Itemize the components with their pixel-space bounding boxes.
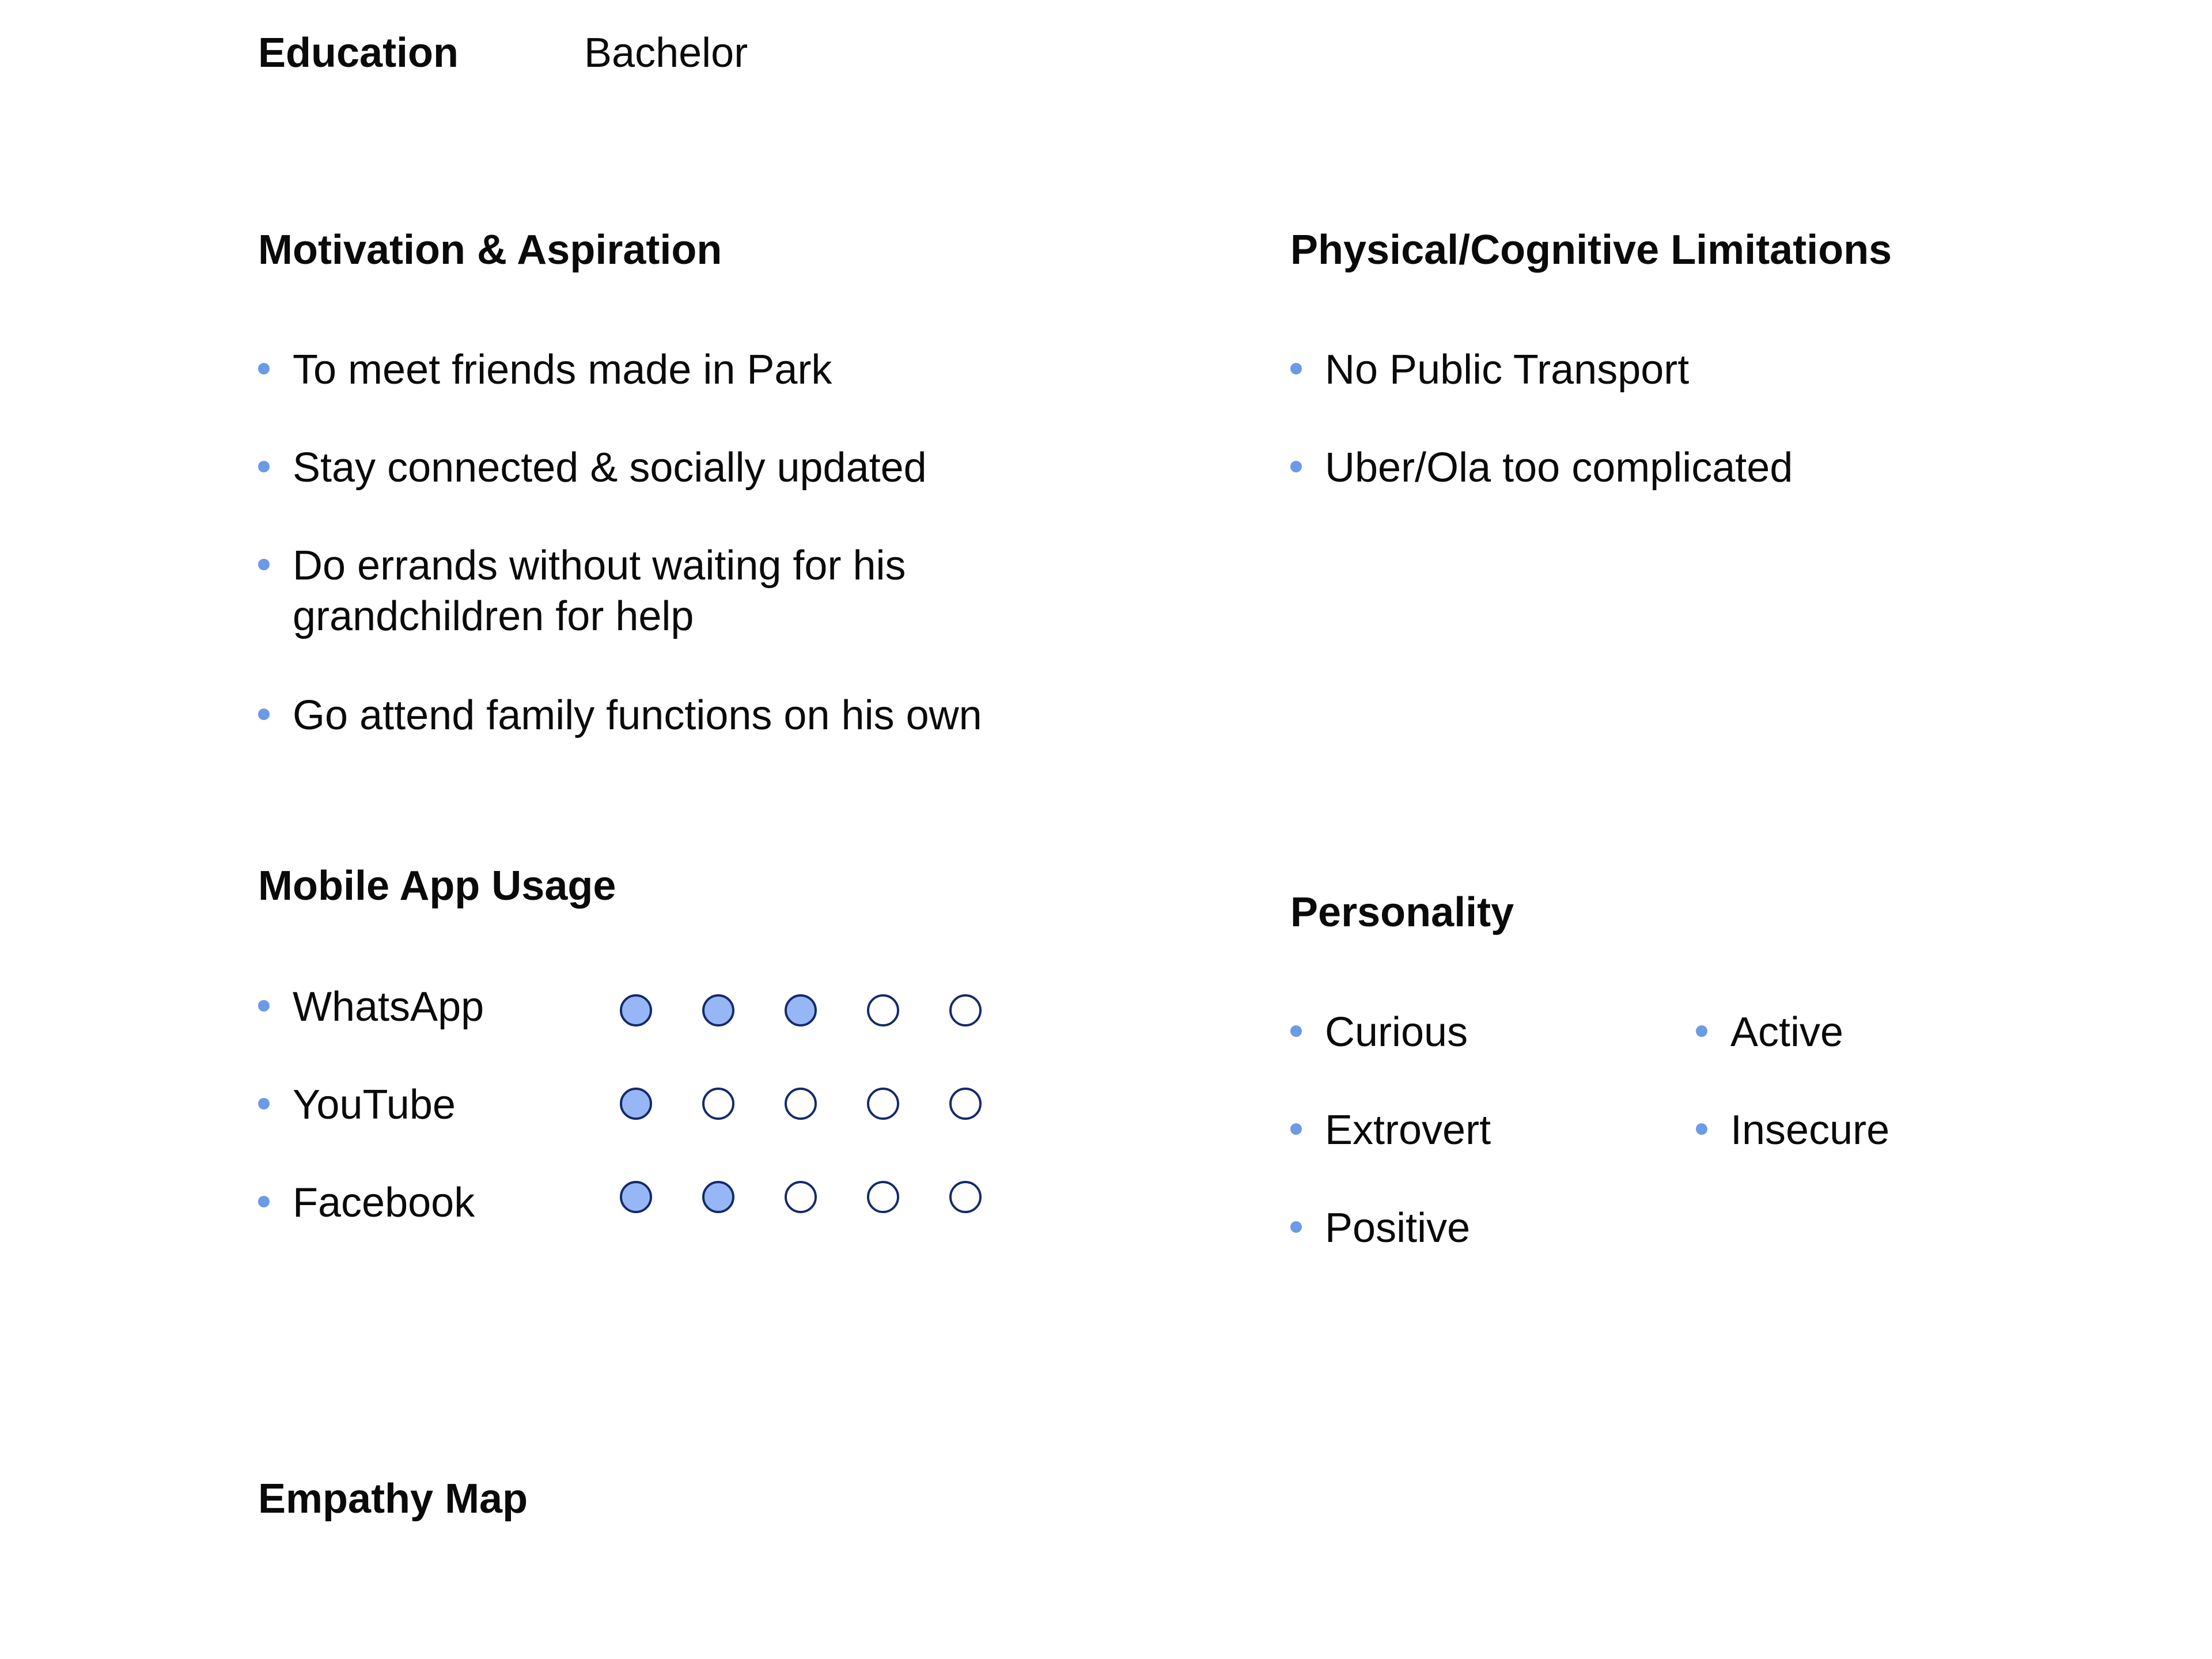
personality-trait [1290, 1203, 1470, 1253]
app-name: YouTube [293, 1082, 456, 1128]
app-usage-item [258, 982, 484, 1032]
rating-dot-filled [702, 994, 734, 1027]
rating-dot-filled [620, 994, 652, 1027]
personality-trait [1290, 1007, 1468, 1058]
motivation-item-text: Do errands without waiting for his [293, 543, 906, 589]
rating-dot-filled [785, 994, 817, 1027]
usage-rating [620, 994, 988, 1031]
personality-trait [1696, 1105, 1889, 1156]
bullet-icon [258, 1196, 270, 1207]
rating-dot-filled [620, 1088, 652, 1120]
usage-rating [620, 1088, 988, 1124]
limitations-item-text: No Public Transport [1325, 347, 1690, 393]
bullet-icon [258, 363, 270, 374]
bullet-icon [258, 709, 270, 720]
motivation-item-text: Go attend family functions on his own [293, 692, 982, 738]
rating-dot-empty [949, 994, 982, 1027]
limitations-title: Physical/Cognitive Limitations [1290, 227, 1892, 273]
personality-trait-text: Extrovert [1325, 1107, 1491, 1153]
rating-dot-empty [702, 1088, 734, 1120]
personality-trait-text: Active [1730, 1009, 1844, 1055]
bullet-icon [1290, 1025, 1302, 1037]
app-name: WhatsApp [293, 984, 484, 1030]
personality-trait-text: Curious [1325, 1009, 1468, 1055]
personality-trait [1290, 1105, 1491, 1156]
bullet-icon [1290, 363, 1302, 374]
motivation-item [258, 442, 927, 493]
motivation-item-text: Stay connected & socially updated [293, 445, 927, 491]
motivation-item-text: grandchildren for help [293, 593, 694, 639]
limitations-item-text: Uber/Ola too complicated [1325, 445, 1793, 491]
personality-title: Personality [1290, 889, 1514, 935]
rating-dot-empty [867, 994, 899, 1027]
usage-rating [620, 1181, 988, 1218]
motivation-item-text: To meet friends made in Park [293, 347, 832, 393]
motivation-item [258, 690, 982, 741]
rating-dot-empty [949, 1088, 982, 1120]
rating-dot-empty [785, 1088, 817, 1120]
bullet-icon [1696, 1123, 1707, 1135]
limitations-item [1290, 344, 1689, 395]
bullet-icon [1290, 461, 1302, 472]
limitations-item [1290, 442, 1793, 493]
app-usage-item [258, 1080, 456, 1130]
education-value: Bachelor [584, 30, 748, 76]
app-usage-title: Mobile App Usage [258, 863, 616, 909]
bullet-icon [1696, 1025, 1707, 1037]
rating-dot-empty [867, 1088, 899, 1120]
motivation-item [258, 344, 832, 395]
app-usage-item [258, 1177, 475, 1228]
personality-trait-text: Positive [1325, 1205, 1471, 1251]
bullet-icon [258, 1098, 270, 1109]
bullet-icon [258, 461, 270, 472]
motivation-item [258, 540, 906, 642]
bullet-icon [1290, 1123, 1302, 1135]
rating-dot-empty [949, 1181, 982, 1213]
rating-dot-empty [867, 1181, 899, 1213]
bullet-icon [258, 559, 270, 570]
bullet-icon [258, 1000, 270, 1012]
rating-dot-empty [785, 1181, 817, 1213]
personality-trait [1696, 1007, 1843, 1058]
rating-dot-filled [620, 1181, 652, 1213]
empathy-map-title: Empathy Map [258, 1476, 528, 1522]
education-label: Education [258, 30, 459, 76]
personality-trait-text: Insecure [1730, 1107, 1890, 1153]
rating-dot-filled [702, 1181, 734, 1213]
motivation-title: Motivation & Aspiration [258, 227, 722, 273]
app-name: Facebook [293, 1180, 475, 1226]
bullet-icon [1290, 1221, 1302, 1233]
